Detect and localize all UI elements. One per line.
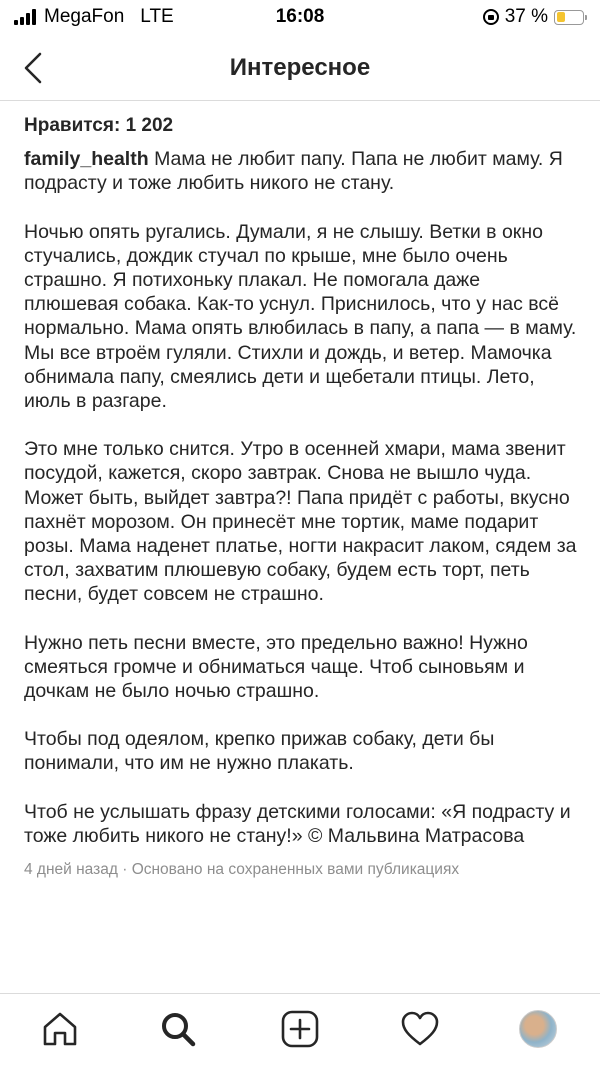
post-content xyxy=(24,112,580,882)
post-caption xyxy=(24,147,580,848)
caption-paragraph: Ночью опять ругались. Думали, я не слышу. Ветки в окно стучались, дождик стучал по крыше, мне было очень страшно. Я потихоньку плакал. Не помогала даже плюшевая собака. Как-то уснул. Приснилось, что у нас всё нормально. Мама опять влюбилась в папу, а папа — в маму. Мы все втроём гуляли. Стихли и дождь, и ветер. Мамочка обнимала папу, смеялись дети и щебетали птицы. Лето, июль в разгаре. xyxy=(24,220,577,413)
battery-fill xyxy=(557,12,566,22)
rotation-lock-icon xyxy=(483,9,499,25)
caption-text: Мама не любит папу. Папа не любит маму. Я подрасту и тоже любить никого не стану. xyxy=(24,148,563,195)
likes-count[interactable]: Нравится: 1 202 xyxy=(24,115,174,136)
header xyxy=(0,36,600,101)
add-post-icon xyxy=(280,1009,320,1049)
source-note: Основано на сохраненных вами публикациях xyxy=(131,861,460,879)
meta-separator: · xyxy=(117,861,132,879)
caption-paragraph: Чтобы под одеялом, крепко прижав собаку, дети бы понимали, что им не нужно плакать. xyxy=(24,728,495,775)
status-time: 16:08 xyxy=(275,6,325,27)
tab-profile[interactable] xyxy=(516,1007,560,1051)
heart-icon xyxy=(400,1009,440,1049)
tab-search[interactable] xyxy=(156,1007,200,1051)
battery-icon xyxy=(554,10,584,25)
home-icon xyxy=(40,1009,80,1049)
tab-home[interactable] xyxy=(38,1007,82,1051)
caption-paragraph: Это мне только снится. Утро в осенней хмари, мама звенит посудой, кажется, скоро завтрак. Снова не вышло чуда. Может быть, выйдет завтра?! Папа придёт с работы, вкусно пахнёт морозом. Он принесёт мне тортик, маме подарит розы. Мама наденет платье, ногти накрасит лаком, сядем за стол, захватим плюшевую собаку, будем есть торт, петь песни, будет совсем не страшно. xyxy=(24,438,577,606)
post-time: 4 дней назад xyxy=(24,861,118,879)
caption-paragraph xyxy=(24,147,580,195)
status-bar xyxy=(0,0,600,36)
tab-bar xyxy=(0,993,600,1066)
username-link[interactable]: family_health xyxy=(24,148,149,171)
profile-avatar xyxy=(519,1010,557,1048)
carrier-label: MegaFon xyxy=(44,6,125,27)
page-title: Интересное xyxy=(229,54,371,81)
network-label: LTE xyxy=(140,6,174,27)
caption-paragraph: Нужно петь песни вместе, это предельно важно! Нужно смеяться громче и обниматься чаще. Чтоб сыновьям и дочкам не было ночью страшно. xyxy=(24,631,528,703)
caption-paragraph: Чтоб не услышать фразу детскими голосами: «Я подрасту и тоже любить никого не стану!» © Мальвина Матрасова xyxy=(24,800,571,847)
search-icon xyxy=(158,1009,198,1049)
status-right xyxy=(483,6,584,28)
tab-activity[interactable] xyxy=(398,1007,442,1051)
battery-percent: 37 % xyxy=(504,6,548,27)
post-meta xyxy=(24,858,580,882)
tab-add-post[interactable] xyxy=(278,1007,322,1051)
